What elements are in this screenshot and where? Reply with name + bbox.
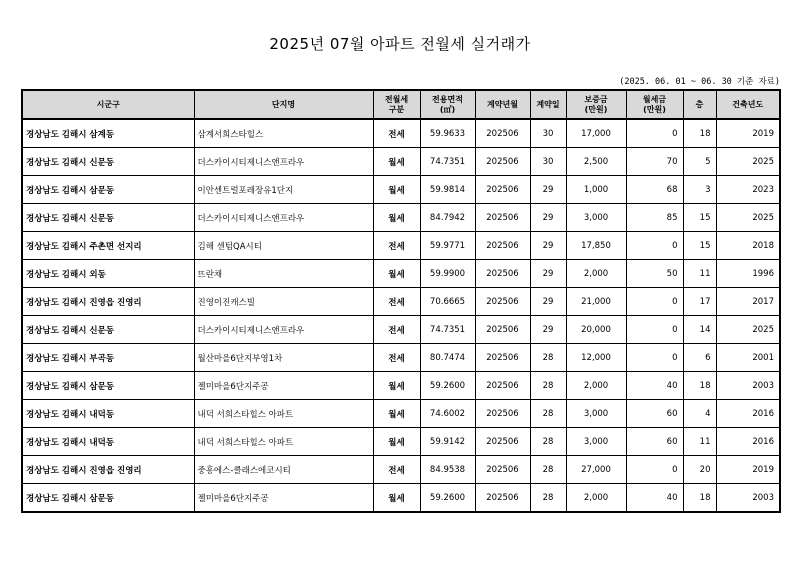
cell-complex: 젤미마을6단지주공 xyxy=(194,484,373,513)
cell-floor: 4 xyxy=(683,400,716,428)
cell-region: 경상남도 김해시 내덕동 xyxy=(22,428,194,456)
table-row xyxy=(22,288,780,316)
cell-type: 월세 xyxy=(373,428,420,456)
cell-contract-day: 29 xyxy=(530,176,566,204)
cell-floor: 18 xyxy=(683,119,716,148)
cell-contract-day: 30 xyxy=(530,148,566,176)
cell-rent: 0 xyxy=(626,119,683,148)
cell-area: 74.7351 xyxy=(420,316,475,344)
table-row xyxy=(22,316,780,344)
table-row xyxy=(22,344,780,372)
cell-floor: 20 xyxy=(683,456,716,484)
cell-built: 2025 xyxy=(716,204,780,232)
cell-region: 경상남도 김해시 삼문동 xyxy=(22,176,194,204)
cell-complex: 더스카이시티제니스앤프라우 xyxy=(194,316,373,344)
cell-deposit: 21,000 xyxy=(566,288,626,316)
cell-deposit: 27,000 xyxy=(566,456,626,484)
cell-rent: 85 xyxy=(626,204,683,232)
cell-region: 경상남도 김해시 진영읍 진영리 xyxy=(22,456,194,484)
cell-floor: 18 xyxy=(683,372,716,400)
cell-rent: 40 xyxy=(626,484,683,513)
cell-area: 80.7474 xyxy=(420,344,475,372)
cell-built: 1996 xyxy=(716,260,780,288)
cell-area: 59.9633 xyxy=(420,119,475,148)
cell-contract-ym: 202506 xyxy=(475,232,530,260)
cell-type: 월세 xyxy=(373,400,420,428)
cell-area: 74.6002 xyxy=(420,400,475,428)
page-title: 2025년 07월 아파트 전월세 실거래가 xyxy=(269,35,531,53)
table-row xyxy=(22,260,780,288)
cell-complex: 이안센트럴포레장유1단지 xyxy=(194,176,373,204)
cell-deposit: 3,000 xyxy=(566,428,626,456)
cell-contract-day: 28 xyxy=(530,456,566,484)
cell-contract-ym: 202506 xyxy=(475,344,530,372)
cell-built: 2019 xyxy=(716,456,780,484)
cell-area: 59.9814 xyxy=(420,176,475,204)
cell-contract-day: 29 xyxy=(530,232,566,260)
cell-floor: 18 xyxy=(683,484,716,513)
cell-deposit: 3,000 xyxy=(566,204,626,232)
cell-built: 2017 xyxy=(716,288,780,316)
cell-region: 경상남도 김해시 삼문동 xyxy=(22,372,194,400)
col-header-deposit: 보증금 (만원) xyxy=(566,90,626,119)
cell-floor: 11 xyxy=(683,260,716,288)
table-row xyxy=(22,484,780,513)
cell-contract-ym: 202506 xyxy=(475,260,530,288)
cell-region: 경상남도 김해시 신문동 xyxy=(22,204,194,232)
cell-built: 2023 xyxy=(716,176,780,204)
cell-type: 월세 xyxy=(373,204,420,232)
table-row xyxy=(22,148,780,176)
cell-region: 경상남도 김해시 신문동 xyxy=(22,316,194,344)
cell-contract-ym: 202506 xyxy=(475,372,530,400)
cell-rent: 0 xyxy=(626,344,683,372)
table-row xyxy=(22,428,780,456)
cell-region: 경상남도 김해시 삼계동 xyxy=(22,119,194,148)
col-header-region: 시군구 xyxy=(22,90,194,119)
col-header-built: 건축년도 xyxy=(716,90,780,119)
cell-rent: 70 xyxy=(626,148,683,176)
cell-complex: 젤미마을6단지주공 xyxy=(194,372,373,400)
cell-type: 월세 xyxy=(373,176,420,204)
col-header-contract-ym: 계약년월 xyxy=(475,90,530,119)
cell-region: 경상남도 김해시 내덕동 xyxy=(22,400,194,428)
table-row xyxy=(22,232,780,260)
cell-contract-day: 29 xyxy=(530,260,566,288)
cell-deposit: 1,000 xyxy=(566,176,626,204)
cell-built: 2001 xyxy=(716,344,780,372)
cell-built: 2019 xyxy=(716,119,780,148)
cell-deposit: 17,850 xyxy=(566,232,626,260)
cell-floor: 15 xyxy=(683,204,716,232)
cell-deposit: 2,000 xyxy=(566,484,626,513)
cell-area: 59.2600 xyxy=(420,484,475,513)
cell-contract-ym: 202506 xyxy=(475,400,530,428)
cell-contract-ym: 202506 xyxy=(475,204,530,232)
cell-type: 전세 xyxy=(373,232,420,260)
table-row xyxy=(22,372,780,400)
cell-type: 전세 xyxy=(373,344,420,372)
cell-type: 월세 xyxy=(373,484,420,513)
cell-contract-ym: 202506 xyxy=(475,456,530,484)
table-row xyxy=(22,176,780,204)
col-header-complex: 단지명 xyxy=(194,90,373,119)
cell-contract-ym: 202506 xyxy=(475,484,530,513)
cell-contract-ym: 202506 xyxy=(475,428,530,456)
cell-floor: 11 xyxy=(683,428,716,456)
col-header-floor: 층 xyxy=(683,90,716,119)
cell-complex: 더스카이시티제니스앤프라우 xyxy=(194,204,373,232)
cell-contract-day: 28 xyxy=(530,344,566,372)
cell-contract-day: 29 xyxy=(530,316,566,344)
cell-rent: 0 xyxy=(626,288,683,316)
cell-type: 전세 xyxy=(373,316,420,344)
cell-rent: 40 xyxy=(626,372,683,400)
table-header-row xyxy=(22,90,780,119)
cell-area: 59.9142 xyxy=(420,428,475,456)
cell-type: 월세 xyxy=(373,260,420,288)
cell-area: 74.7351 xyxy=(420,148,475,176)
cell-contract-ym: 202506 xyxy=(475,316,530,344)
cell-complex: 내덕 서희스타힐스 아파트 xyxy=(194,428,373,456)
cell-complex: 삼계서희스타힐스 xyxy=(194,119,373,148)
table-row xyxy=(22,456,780,484)
table-row xyxy=(22,204,780,232)
cell-rent: 68 xyxy=(626,176,683,204)
cell-contract-day: 29 xyxy=(530,204,566,232)
cell-rent: 50 xyxy=(626,260,683,288)
cell-complex: 김해 센텀QA시티 xyxy=(194,232,373,260)
cell-built: 2025 xyxy=(716,148,780,176)
cell-contract-day: 28 xyxy=(530,428,566,456)
cell-deposit: 2,500 xyxy=(566,148,626,176)
cell-floor: 6 xyxy=(683,344,716,372)
cell-region: 경상남도 김해시 진영읍 진영리 xyxy=(22,288,194,316)
cell-region: 경상남도 김해시 부곡동 xyxy=(22,344,194,372)
cell-complex: 뜨란채 xyxy=(194,260,373,288)
cell-region: 경상남도 김해시 주촌면 선지리 xyxy=(22,232,194,260)
cell-type: 전세 xyxy=(373,119,420,148)
cell-area: 70.6665 xyxy=(420,288,475,316)
cell-type: 월세 xyxy=(373,148,420,176)
cell-contract-day: 28 xyxy=(530,484,566,513)
cell-deposit: 20,000 xyxy=(566,316,626,344)
table-row xyxy=(22,400,780,428)
cell-rent: 0 xyxy=(626,232,683,260)
cell-complex: 중흥에스-클래스에코시티 xyxy=(194,456,373,484)
cell-built: 2018 xyxy=(716,232,780,260)
col-header-contract-day: 계약일 xyxy=(530,90,566,119)
cell-rent: 60 xyxy=(626,428,683,456)
date-range-note: (2025. 06. 01 ~ 06. 30 기준 자료) xyxy=(619,77,780,87)
cell-built: 2016 xyxy=(716,428,780,456)
cell-deposit: 17,000 xyxy=(566,119,626,148)
cell-region: 경상남도 김해시 삼문동 xyxy=(22,484,194,513)
col-header-rent: 월세금 (만원) xyxy=(626,90,683,119)
cell-area: 59.9900 xyxy=(420,260,475,288)
cell-floor: 3 xyxy=(683,176,716,204)
cell-built: 2003 xyxy=(716,484,780,513)
cell-floor: 5 xyxy=(683,148,716,176)
cell-deposit: 12,000 xyxy=(566,344,626,372)
cell-contract-day: 28 xyxy=(530,400,566,428)
cell-type: 월세 xyxy=(373,372,420,400)
cell-rent: 0 xyxy=(626,316,683,344)
cell-complex: 더스카이시티제니스앤프라우 xyxy=(194,148,373,176)
cell-region: 경상남도 김해시 신문동 xyxy=(22,148,194,176)
cell-contract-day: 28 xyxy=(530,372,566,400)
cell-area: 84.7942 xyxy=(420,204,475,232)
cell-complex: 내덕 서희스타힐스 아파트 xyxy=(194,400,373,428)
cell-built: 2016 xyxy=(716,400,780,428)
col-header-area: 전용면적 (㎡) xyxy=(420,90,475,119)
cell-contract-day: 29 xyxy=(530,288,566,316)
cell-contract-ym: 202506 xyxy=(475,176,530,204)
cell-rent: 60 xyxy=(626,400,683,428)
cell-contract-ym: 202506 xyxy=(475,148,530,176)
cell-area: 59.2600 xyxy=(420,372,475,400)
cell-complex: 월산마을6단지부영1차 xyxy=(194,344,373,372)
cell-floor: 14 xyxy=(683,316,716,344)
cell-contract-ym: 202506 xyxy=(475,119,530,148)
cell-complex: 진영이진캐스빌 xyxy=(194,288,373,316)
cell-area: 59.9771 xyxy=(420,232,475,260)
cell-deposit: 3,000 xyxy=(566,400,626,428)
cell-type: 전세 xyxy=(373,456,420,484)
cell-contract-ym: 202506 xyxy=(475,288,530,316)
cell-area: 84.9538 xyxy=(420,456,475,484)
table-row xyxy=(22,119,780,148)
cell-rent: 0 xyxy=(626,456,683,484)
cell-contract-day: 30 xyxy=(530,119,566,148)
cell-deposit: 2,000 xyxy=(566,260,626,288)
cell-built: 2003 xyxy=(716,372,780,400)
cell-floor: 15 xyxy=(683,232,716,260)
cell-floor: 17 xyxy=(683,288,716,316)
cell-region: 경상남도 김해시 외동 xyxy=(22,260,194,288)
cell-type: 전세 xyxy=(373,288,420,316)
transactions-table xyxy=(21,89,781,513)
col-header-type: 전월세 구분 xyxy=(373,90,420,119)
cell-deposit: 2,000 xyxy=(566,372,626,400)
cell-built: 2025 xyxy=(716,316,780,344)
